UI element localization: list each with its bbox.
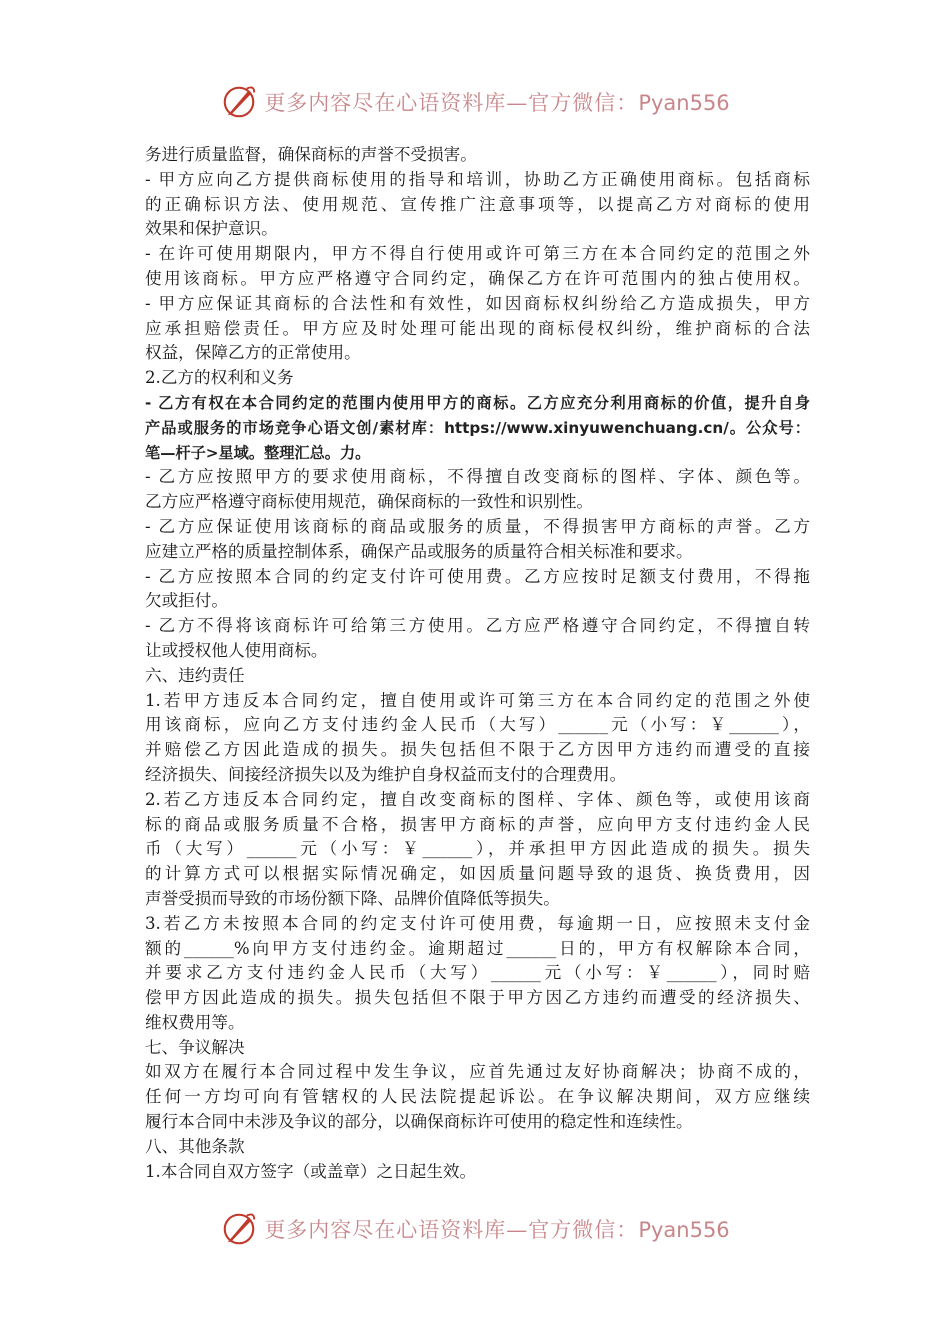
section-heading: 七、争议解决 bbox=[145, 1037, 245, 1057]
text-line: - 乙方不得将该商标许可给第三方使用。乙方应严格遵守合同约定，不得擅自转 bbox=[145, 616, 810, 636]
text-line: 的计算方式可以根据实际情况确定，如因质量问题导致的退货、换货费用，因 bbox=[145, 864, 810, 884]
text-line: 1.本合同自双方签字（或盖章）之日起生效。 bbox=[145, 1161, 477, 1181]
text-line: 如双方在履行本合同过程中发生争议，应首先通过友好协商解决；协商不成的， bbox=[145, 1062, 810, 1082]
text-line: 偿甲方因此造成的损失。损失包括但不限于甲方因乙方违约而遭受的经济损失、 bbox=[145, 988, 810, 1008]
inserted-promo-line: 产品或服务的市场竞争心语文创/素材库：https://www.xinyuwenchuang.cn/。公众号： bbox=[145, 418, 810, 437]
text-line: - 乙方应按照本合同的约定支付许可使用费。乙方应按时足额支付费用，不得拖 bbox=[145, 566, 810, 586]
text-line: 并要求乙方支付违约金人民币（大写）______元（小写：￥______），同时赔 bbox=[145, 963, 810, 983]
document-body bbox=[145, 143, 810, 1184]
text-line: 维权费用等。 bbox=[145, 1012, 245, 1032]
text-line: 2.若乙方违反本合同约定，擅自改变商标的图样、字体、颜色等，或使用该商 bbox=[145, 789, 810, 809]
text-line: - 乙方应按照甲方的要求使用商标，不得擅自改变商标的图样、字体、颜色等。 bbox=[145, 467, 810, 487]
text-line: 履行本合同中未涉及争议的部分，以确保商标许可使用的稳定性和连续性。 bbox=[145, 1112, 693, 1132]
text-line: 效果和保护意识。 bbox=[145, 219, 278, 239]
text-line: 币（大写）______元（小写：￥______），并承担甲方因此造成的损失。损失 bbox=[145, 839, 810, 859]
inserted-promo-line: 笔—杆子>星域。整理汇总。力。 bbox=[145, 443, 371, 462]
text-line: 声誉受损而导致的市场份额下降、品牌价值降低等损失。 bbox=[145, 888, 560, 908]
text-line: 欠或拒付。 bbox=[145, 591, 228, 611]
text-line: 让或授权他人使用商标。 bbox=[145, 640, 328, 660]
section-heading: 六、违约责任 bbox=[145, 665, 245, 685]
text-line: - 乙方应保证使用该商标的商品或服务的质量，不得损害甲方商标的声誉。乙方 bbox=[145, 516, 810, 536]
text-line: 标的商品或服务质量不合格，损害甲方商标的声誉，应向甲方支付违约金人民 bbox=[145, 814, 810, 834]
text-line: 务进行质量监督，确保商标的声誉不受损害。 bbox=[145, 145, 477, 164]
text-line: 的正确标识方法、使用规范、宣传推广注意事项等，以提高乙方对商标的使用 bbox=[145, 194, 810, 214]
header-watermark-banner bbox=[0, 80, 950, 124]
inserted-promo-line: - 乙方有权在本合同约定的范围内使用甲方的商标。乙方应充分利用商标的价值，提升自身 bbox=[145, 393, 810, 412]
quill-pen-logo-icon bbox=[220, 83, 258, 121]
banner-text: 更多内容尽在心语资料库—官方微信：Pyan556 bbox=[264, 91, 730, 115]
section-heading: 八、其他条款 bbox=[145, 1136, 245, 1156]
text-line: 应建立严格的质量控制体系，确保产品或服务的质量符合相关标准和要求。 bbox=[145, 541, 693, 561]
text-line: 乙方应严格遵守商标使用规范，确保商标的一致性和识别性。 bbox=[145, 492, 594, 512]
text-line: 权益，保障乙方的正常使用。 bbox=[145, 343, 361, 363]
banner-text: 更多内容尽在心语资料库—官方微信：Pyan556 bbox=[264, 1218, 730, 1242]
text-line: 经济损失、间接经济损失以及为维护自身权益而支付的合理费用。 bbox=[145, 764, 627, 784]
text-line: 额的______%向甲方支付违约金。逾期超过______日的，甲方有权解除本合同， bbox=[145, 938, 810, 958]
text-line: - 在许可使用期限内，甲方不得自行使用或许可第三方在本合同约定的范围之外 bbox=[145, 244, 810, 264]
section-heading: 2.乙方的权利和义务 bbox=[145, 368, 294, 388]
footer-watermark-banner bbox=[0, 1207, 950, 1251]
text-line: - 甲方应保证其商标的合法性和有效性，如因商标权纠纷给乙方造成损失，甲方 bbox=[145, 293, 810, 313]
text-line: 3.若乙方未按照本合同的约定支付许可使用费，每逾期一日，应按照未支付金 bbox=[145, 913, 810, 933]
text-line: 1.若甲方违反本合同约定，擅自使用或许可第三方在本合同约定的范围之外使 bbox=[145, 690, 810, 710]
quill-pen-logo-icon bbox=[220, 1210, 258, 1248]
text-line: 使用该商标。甲方应严格遵守合同约定，确保乙方在许可范围内的独占使用权。 bbox=[145, 268, 810, 288]
text-line: 应承担赔偿责任。甲方应及时处理可能出现的商标侵权纠纷，维护商标的合法 bbox=[145, 318, 810, 338]
text-line: 并赔偿乙方因此造成的损失。损失包括但不限于乙方因甲方违约而遭受的直接 bbox=[145, 740, 810, 760]
text-line: 任何一方均可向有管辖权的人民法院提起诉讼。在争议解决期间，双方应继续 bbox=[145, 1087, 810, 1107]
text-line: - 甲方应向乙方提供商标使用的指导和培训，协助乙方正确使用商标。包括商标 bbox=[145, 169, 810, 189]
text-line: 用该商标，应向乙方支付违约金人民币（大写）______元（小写：￥______）， bbox=[145, 715, 810, 735]
